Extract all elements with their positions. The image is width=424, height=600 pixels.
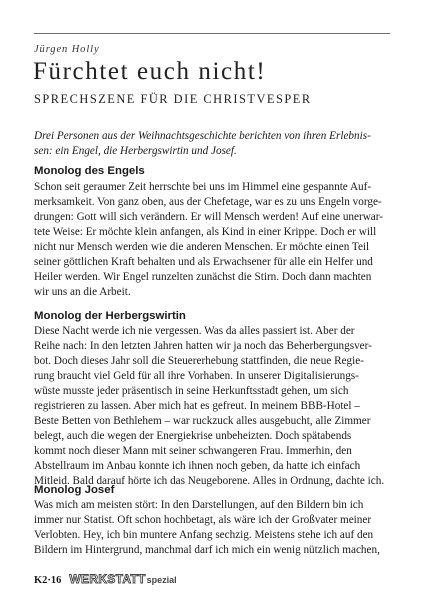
section-heading-herbergswirtin: Monolog der Herbergswirtin [34,310,186,322]
page-title: Fürchtet euch nicht! [33,58,267,85]
body-line: bot. Doch dieses Jahr soll die Steuererhebung stattfinden, die neue Regie- [34,355,364,368]
brand-logo: WERKSTATT [69,572,146,586]
body-line: Diese Nacht werde ich nie vergessen. Was da alles passiert ist. Aber der [34,325,355,337]
brand-suffix: spezial [146,575,177,585]
body-line: tete Weise: Er möchte klein anfangen, als Kind in einer Krippe. Doch er will [34,226,377,239]
body-line: Abstellraum im Anbau konnte ich ihnen noch geben, da hatte ich einfach [34,460,361,473]
body-line: Beste Betten von Bethlehem – war ruckzuck alles ausgebucht, alle Zimmer [34,415,371,428]
body-line: rung braucht viel Geld für all ihre Vorhaben. In unserer Digitalisierungs- [34,370,359,383]
section-body-josef [34,498,394,558]
body-line: kommt noch dieser Mann mit seiner schwangeren Frau. Immerhin, den [34,445,352,458]
section-body-engel [34,180,394,300]
body-line: merksamkeit. Von ganz oben, aus der Chefetage, war es zu uns Engeln vorge- [34,196,382,209]
body-line: registrieren zu lassen. Aber mich hat es gefreut. In meinem BBB-Hotel – [34,400,360,413]
intro-line: Drei Personen aus der Weihnachtsgeschichte berichten von ihren Erlebnis- [34,130,371,142]
body-line: nicht nur Mensch werden wie die anderen Menschen. Er möchte einen Teil [34,241,370,254]
top-rule [34,33,390,34]
body-line: Verlobten. Hey, ich bin muntere Anfang sechzig. Meistens stehe ich auf den [34,529,374,542]
page-subtitle: SPRECHSZENE FÜR DIE CHRISTVESPER [34,92,312,106]
body-line: drungen: Gott will sich verändern. Er will Mensch werden! Auf eine unerwar- [34,211,383,224]
body-line: Bildern im Hintergrund, manchmal darf ich mich ein wenig nützlich machen, [34,544,380,557]
page-number: K2·16 [34,575,62,586]
body-line: Was mich am meisten stört: In den Darstellungen, auf den Bildern bin ich [34,499,364,511]
section-heading-josef: Monolog Josef [34,484,115,496]
author-name: Jürgen Holly [34,44,100,55]
section-heading-engel: Monolog des Engels [34,165,145,177]
body-line: Mitleid. Bald darauf hörte ich das Neugeborene. Alles in Ordnung, dachte ich. [34,475,385,488]
body-line: Reihe nach: In den letzten Jahren hatten wir ja noch das Beherbergungsver- [34,340,372,353]
page-footer [34,572,177,586]
body-line: Schon seit geraumer Zeit herrschte bei uns im Himmel eine gespannte Auf- [34,181,372,193]
intro-line: sen: ein Engel, die Herbergswirtin und Josef. [34,145,237,157]
intro-paragraph [34,129,394,159]
body-line: wir uns an die Arbeit. [34,286,131,299]
section-body-herbergswirtin [34,324,394,490]
body-line: Heiler werden. Wir Engel runzelten zunächst die Stirn. Doch dann machten [34,271,372,284]
body-line: seiner göttlichen Kraft behalten und als Erwachsener für alle ein Helfer und [34,256,373,269]
body-line: belegt, auch die wegen der Energiekrise unbeheizten. Doch spätabends [34,430,352,443]
body-line: immer nur Statist. Oft schon hochbetagt, als wäre ich der Großvater meiner [34,514,372,527]
body-line: wüste musste jeder präsentisch in seine Herkunftsstadt gehen, um sich [34,385,349,398]
